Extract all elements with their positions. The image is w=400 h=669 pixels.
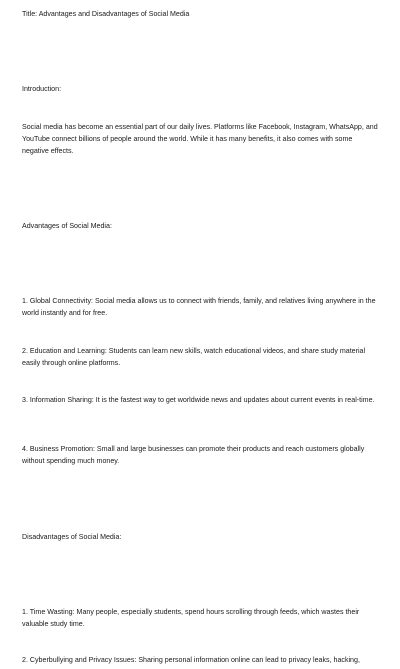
advantage-item: 2. Education and Learning: Students can learn new skills, watch educational videos, and share study material easily through online platforms. bbox=[22, 347, 366, 367]
advantages-heading: Advantages of Social Media: bbox=[22, 222, 112, 230]
disadvantage-item: 2. Cyberbullying and Privacy Issues: Sharing personal information online can lead to privacy leaks, hacking, bbox=[22, 656, 360, 664]
advantage-item: 4. Business Promotion: Small and large businesses can promote their products and reach customers globally without spending much money. bbox=[22, 445, 365, 465]
disadvantage-item: 1. Time Wasting: Many people, especially students, spend hours scrolling through feeds, which wastes their valuable study time. bbox=[22, 608, 360, 628]
disadvantages-heading: Disadvantages of Social Media: bbox=[22, 533, 122, 541]
advantage-item: 1. Global Connectivity: Social media allows us to connect with friends, family, and relatives living anywhere in the world instantly and for free. bbox=[22, 297, 376, 317]
document-title: Title: Advantages and Disadvantages of Social Media bbox=[22, 10, 190, 18]
introduction-heading: Introduction: bbox=[22, 85, 62, 93]
introduction-paragraph: Social media has become an essential part of our daily lives. Platforms like Facebook, Instagram, WhatsApp, and YouTube connect billions of people around the world. While it has many benefits, it also comes with some negative effects. bbox=[22, 123, 378, 155]
advantage-item: 3. Information Sharing: It is the fastest way to get worldwide news and updates about current events in real-time. bbox=[22, 396, 375, 404]
